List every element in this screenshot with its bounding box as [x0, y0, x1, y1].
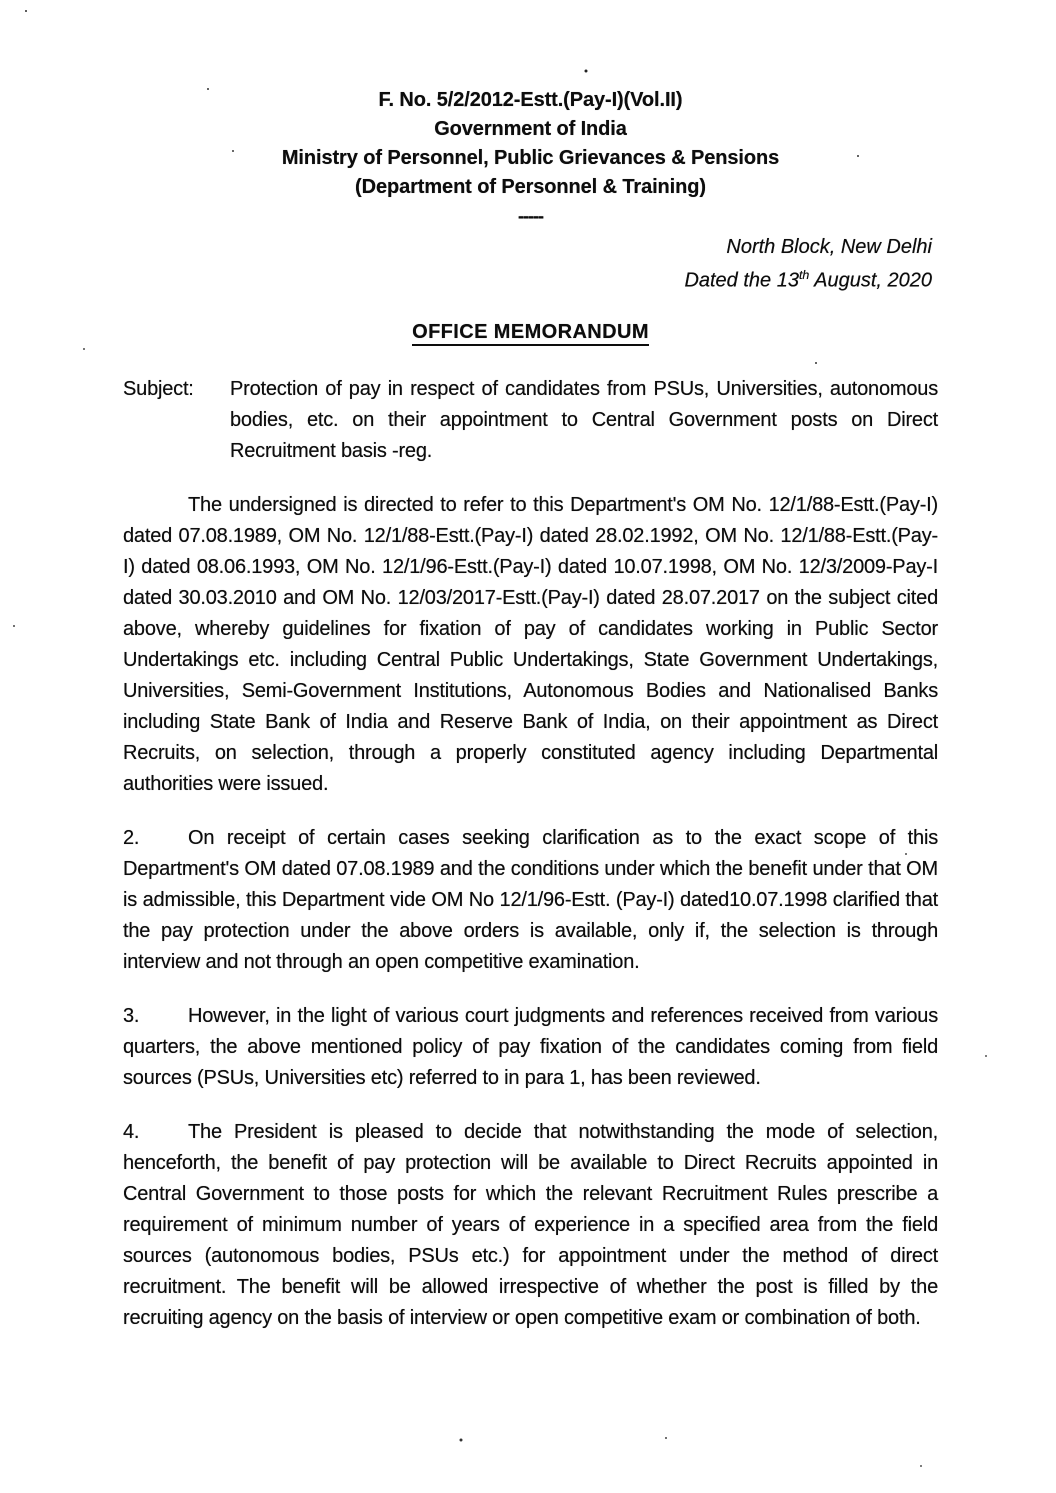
date-ordinal-superscript: th	[798, 268, 810, 282]
subject-text: Protection of pay in respect of candidates from PSUs, Universities, autonomous bodies, etc. on their appointment to Central Government posts on Direct Recruitment basis -reg.	[230, 377, 938, 462]
paragraph-1	[123, 490, 938, 800]
subject-label: Subject:	[123, 377, 194, 400]
paragraph-2	[123, 823, 938, 978]
paragraph-1-text: The undersigned is directed to refer to this Department's OM No. 12/1/88-Estt.(Pay-I) dated 07.08.1989, OM No. 12/1/88-Estt.(Pay-I) dated 28.02.1992, OM No. 12/1/88-Estt.(Pay-I) dated 08.06.1993, OM No. 12/1/96-Estt.(Pay-I) dated 10.07.1998, OM No. 12/3/2009-Pay-I dated 30.03.2010 and OM No. 12/03/2017-Estt.(Pay-I) dated 28.07.2017 on the subject cited above, whereby guidelines for fixation of pay of candidates working in Public Sector Undertakings etc. including Central Public Undertakings, State Government Undertakings, Universities, Semi-Government Institutions, Autonomous Bodies and Nationalised Banks including State Bank of India and Reserve Bank of India, on their appointment as Direct Recruits, on selection, through a properly constituted agency including Departmental authorities were issued.	[123, 493, 938, 795]
separator-dashes: -----	[518, 206, 543, 226]
memo-title-text: OFFICE MEMORANDUM	[412, 321, 649, 346]
date-prefix: Dated the 13	[684, 269, 799, 292]
document-content	[123, 86, 938, 1334]
paragraph-3-text: However, in the light of various court judgments and references received from various quarters, the above mentioned policy of pay fixation of the candidates coming from field sources (PSUs, Universities etc) referred to in para 1, has been reviewed.	[123, 1004, 938, 1089]
paragraph-4	[123, 1117, 938, 1334]
department-line: (Department of Personnel & Training)	[355, 176, 706, 198]
paragraph-3	[123, 1001, 938, 1094]
place-line: North Block, New Delhi	[726, 236, 932, 258]
paragraph-4-text: The President is pleased to decide that notwithstanding the mode of selection, henceforth, the benefit of pay protection will be available to Direct Recruits appointed in Central Government to those posts for which the relevant Recruitment Rules prescribe a requirement of minimum number of years of experience in a specified area from the field sources (autonomous bodies, PSUs etc.) for appointment under the method of direct recruitment. The benefit will be allowed irrespective of whether the post is filled by the recruiting agency on the basis of interview or open competitive exam or combination of both.	[123, 1120, 938, 1329]
paragraph-2-number: 2.	[123, 826, 140, 849]
subject-block	[123, 374, 938, 467]
file-number-line: F. No. 5/2/2012-Estt.(Pay-I)(Vol.II)	[378, 89, 683, 111]
date-block	[123, 233, 938, 295]
date-line	[123, 261, 932, 295]
date-suffix: August, 2020	[809, 269, 932, 292]
letterhead	[123, 86, 938, 202]
government-line: Government of India	[434, 118, 627, 140]
paragraph-4-number: 4.	[123, 1120, 140, 1143]
memo-title	[123, 321, 938, 344]
ministry-line: Ministry of Personnel, Public Grievances & Pensions	[281, 147, 780, 169]
scan-speckles	[25, 10, 27, 12]
paragraph-2-text: On receipt of certain cases seeking clarification as to the exact scope of this Department's OM dated 07.08.1989 and the conditions under which the benefit under that OM is admissible, this Department vide OM No 12/1/96-Estt. (Pay-I) dated10.07.1998 clarified that the pay protection under the above orders is available, only if, the selection is through interview and not through an open competitive examination.	[123, 826, 938, 973]
paragraph-3-number: 3.	[123, 1004, 140, 1027]
